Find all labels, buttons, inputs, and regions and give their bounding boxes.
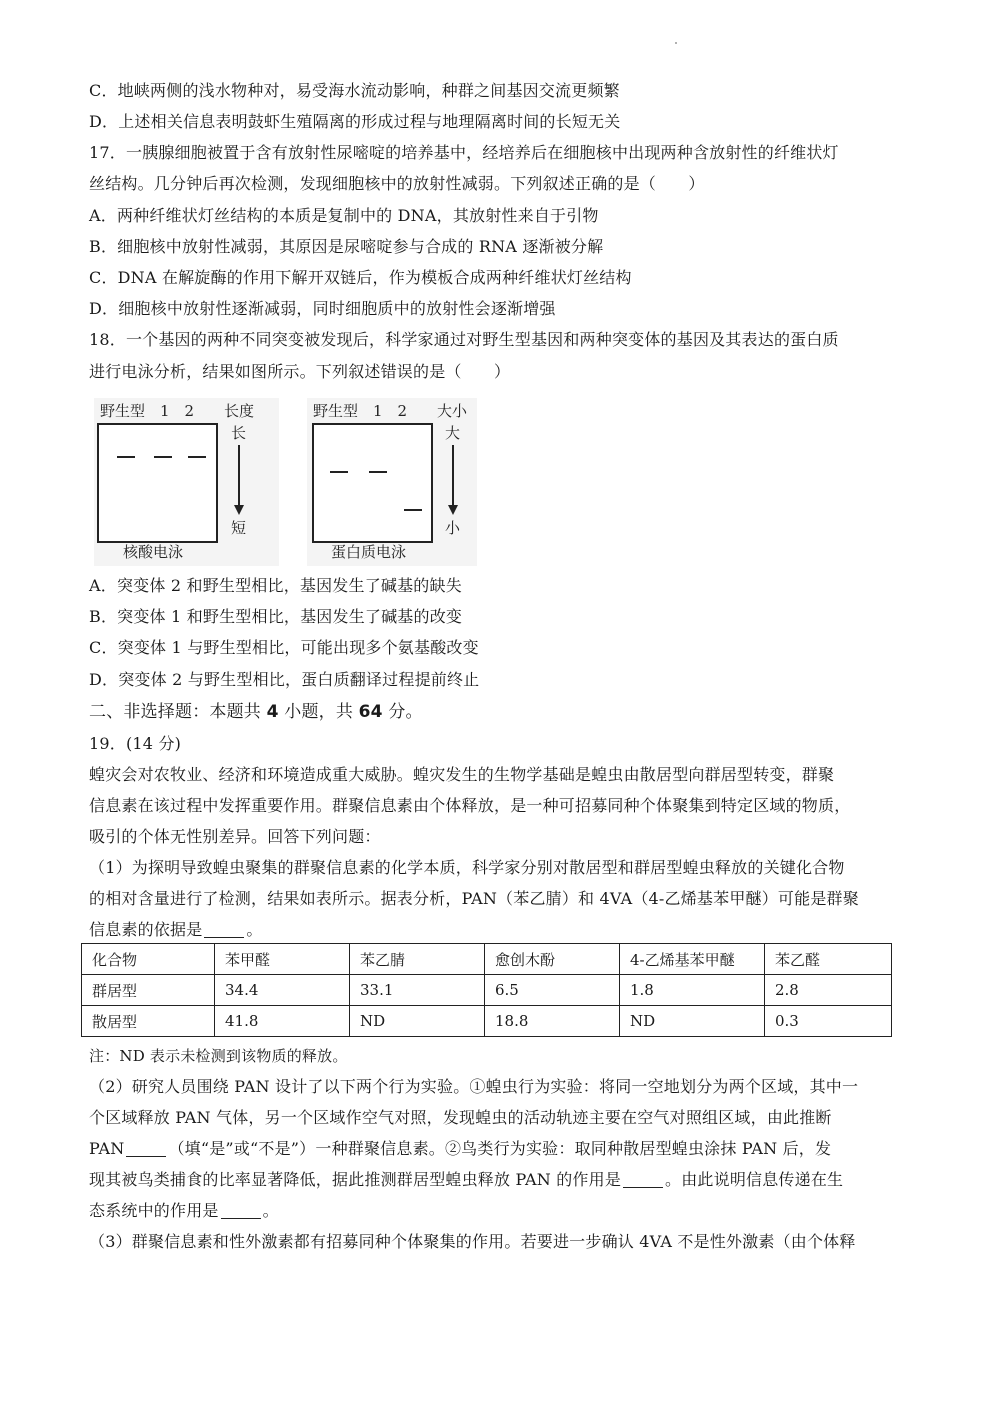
q17-stem-1: 17．一胰腺细胞被置于含有放射性尿嘧啶的培养基中，经培养后在细胞核中出现两种含放射性的纤维状灯 <box>89 143 839 162</box>
q18-stem-1: 18．一个基因的两种不同突变被发现后，科学家通过对野生型基因和两种突变体的基因及其表达的蛋白质 <box>89 330 839 349</box>
table-header-cell: 化合物 <box>82 944 215 975</box>
table-header-cell: 苯乙腈 <box>350 944 485 975</box>
table-header-cell: 愈创木酚 <box>485 944 620 975</box>
text: 现其被鸟类捕食的比率显著降低，据此推测群居型蝗虫释放 PAN 的作用是 <box>89 1170 622 1189</box>
table-cell: ND <box>620 1006 765 1037</box>
table-cell: 41.8 <box>215 1006 350 1037</box>
q19-sub2-line-e <box>89 1201 279 1221</box>
q18-option-c: C．突变体 1 与野生型相比，可能出现多个氨基酸改变 <box>89 638 479 657</box>
axis-title-size: 大小 <box>437 402 468 420</box>
table-cell: 6.5 <box>485 975 620 1006</box>
table-cell: ND <box>350 1006 485 1037</box>
axis-bottom-label: 短 <box>231 519 247 537</box>
q19-sub1-line-a: （1）为探明导致蝗虫聚集的群聚信息素的化学本质，科学家分别对散居型和群居型蝗虫释放的关键化合物 <box>89 858 845 877</box>
q19-sub2-line-a: （2）研究人员围绕 PAN 设计了以下两个行为实验。①蝗虫行为实验：将同一空地划分为两个区域，其中一 <box>89 1077 859 1096</box>
table-header-cell: 苯甲醛 <box>215 944 350 975</box>
table-cell: 散居型 <box>82 1006 215 1037</box>
q18-stem-2: 进行电泳分析，结果如图所示。下列叙述错误的是（ ） <box>89 362 511 381</box>
table-cell: 33.1 <box>350 975 485 1006</box>
answer-blank[interactable] <box>126 1140 166 1157</box>
table-cell: 34.4 <box>215 975 350 1006</box>
q19-para-1: 蝗灾会对农牧业、经济和环境造成重大威胁。蝗灾发生的生物学基础是蝗虫由散居型向群居型转变，群聚 <box>89 765 835 784</box>
axis-top-label: 长 <box>231 424 247 442</box>
table-cell: 群居型 <box>82 975 215 1006</box>
band-mutant-2 <box>404 509 422 511</box>
q17-option-d: D．细胞核中放射性逐渐减弱，同时细胞质中的放射性会逐渐增强 <box>89 299 556 318</box>
q19-sub2-line-d <box>89 1170 843 1190</box>
band-mutant-2 <box>188 456 206 458</box>
table-row <box>82 1006 892 1037</box>
section-mid: 小题，共 <box>278 702 359 722</box>
answer-blank[interactable] <box>204 921 244 938</box>
answer-blank[interactable] <box>221 1202 261 1219</box>
section-suffix: 分。 <box>382 702 423 722</box>
text: 。由此说明信息传递在生 <box>665 1170 844 1189</box>
q19-sub2-line-b: 个区域释放 PAN 气体，另一个区域作空气对照，发现蝗虫的活动轨迹主要在空气对照组区域，由此推断 <box>89 1108 832 1127</box>
axis-title-length: 长度 <box>224 402 255 420</box>
q19-sub2-line-c <box>89 1139 831 1159</box>
compound-table <box>81 943 892 1037</box>
gel-box <box>312 423 433 543</box>
axis-top-label: 大 <box>445 424 461 442</box>
q19-sub1-line-b: 的相对含量进行了检测，结果如表所示。据表分析，PAN（苯乙腈）和 4VA（4-乙烯基苯甲醚）可能是群聚 <box>89 889 859 908</box>
q17-option-c: C．DNA 在解旋酶的作用下解开双链后，作为模板合成两种纤维状灯丝结构 <box>89 268 632 287</box>
question-count: 4 <box>266 702 279 722</box>
table-cell: 2.8 <box>765 975 892 1006</box>
axis-arrow-down-icon <box>234 505 244 515</box>
text: PAN <box>89 1139 125 1158</box>
q19-header: 19．(14 分) <box>89 734 182 753</box>
table-header-row <box>82 944 892 975</box>
q17-stem-2: 丝结构。几分钟后再次检测，发现细胞核中的放射性减弱。下列叙述正确的是（ ） <box>89 174 705 193</box>
total-score: 64 <box>358 702 383 722</box>
table-header-cell: 4-乙烯基苯甲醚 <box>620 944 765 975</box>
q19-para-2: 信息素在该过程中发挥重要作用。群聚信息素由个体释放，是一种可招募同种个体聚集到特定区域的物质， <box>89 796 851 815</box>
q17-option-b: B．细胞核中放射性减弱，其原因是尿嘧啶参与合成的 RNA 逐渐被分解 <box>89 237 604 256</box>
axis-bottom-label: 小 <box>445 519 461 537</box>
axis-arrow-line <box>452 445 454 507</box>
text: （填“是”或“不是”）一种群聚信息素。②鸟类行为实验：取同种散居型蝗虫涂抹 PAN 后，发 <box>168 1139 832 1158</box>
section-heading <box>89 702 423 722</box>
answer-blank[interactable] <box>623 1171 663 1188</box>
gel-lane-labels: 野生型 1 2 <box>313 402 408 420</box>
option-d-prev: D．上述相关信息表明鼓虾生殖隔离的形成过程与地理隔离时间的长短无关 <box>89 112 621 131</box>
q19-sub3-line-a: （3）群聚信息素和性外激素都有招募同种个体聚集的作用。若要进一步确认 4VA 不是性外激素（由个体释 <box>89 1232 856 1251</box>
table-header-cell: 苯乙醛 <box>765 944 892 975</box>
section-prefix: 二、非选择题：本题共 <box>89 702 267 722</box>
table-cell: 0.3 <box>765 1006 892 1037</box>
scan-speck <box>675 42 677 44</box>
gel-lane-labels: 野生型 1 2 <box>100 402 195 420</box>
text: 。 <box>246 920 263 939</box>
gel-caption: 核酸电泳 <box>123 543 184 561</box>
axis-arrow-down-icon <box>448 505 458 515</box>
band-mutant-1 <box>154 456 172 458</box>
table-note: 注：ND 表示未检测到该物质的释放。 <box>89 1047 348 1065</box>
band-wildtype <box>330 471 348 473</box>
q18-option-d: D．突变体 2 与野生型相比，蛋白质翻译过程提前终止 <box>89 670 480 689</box>
text: 。 <box>262 1201 279 1220</box>
q17-option-a: A．两种纤维状灯丝结构的本质是复制中的 DNA，其放射性来自于引物 <box>89 206 599 225</box>
q18-option-a: A．突变体 2 和野生型相比，基因发生了碱基的缺失 <box>89 576 462 595</box>
gel-caption: 蛋白质电泳 <box>331 543 407 561</box>
text: 信息素的依据是 <box>89 920 203 939</box>
text: 态系统中的作用是 <box>89 1201 219 1220</box>
table-row <box>82 975 892 1006</box>
table-cell: 1.8 <box>620 975 765 1006</box>
axis-arrow-line <box>238 445 240 507</box>
gel-box <box>97 423 218 543</box>
table-cell: 18.8 <box>485 1006 620 1037</box>
q19-para-3: 吸引的个体无性别差异。回答下列问题： <box>89 827 381 846</box>
band-mutant-1 <box>369 471 387 473</box>
q18-option-b: B．突变体 1 和野生型相比，基因发生了碱基的改变 <box>89 607 463 626</box>
option-c-prev: C．地峡两侧的浅水物种对，易受海水流动影响，种群之间基因交流更频繁 <box>89 81 620 100</box>
band-wildtype <box>117 456 135 458</box>
q19-sub1-line-c <box>89 920 263 940</box>
